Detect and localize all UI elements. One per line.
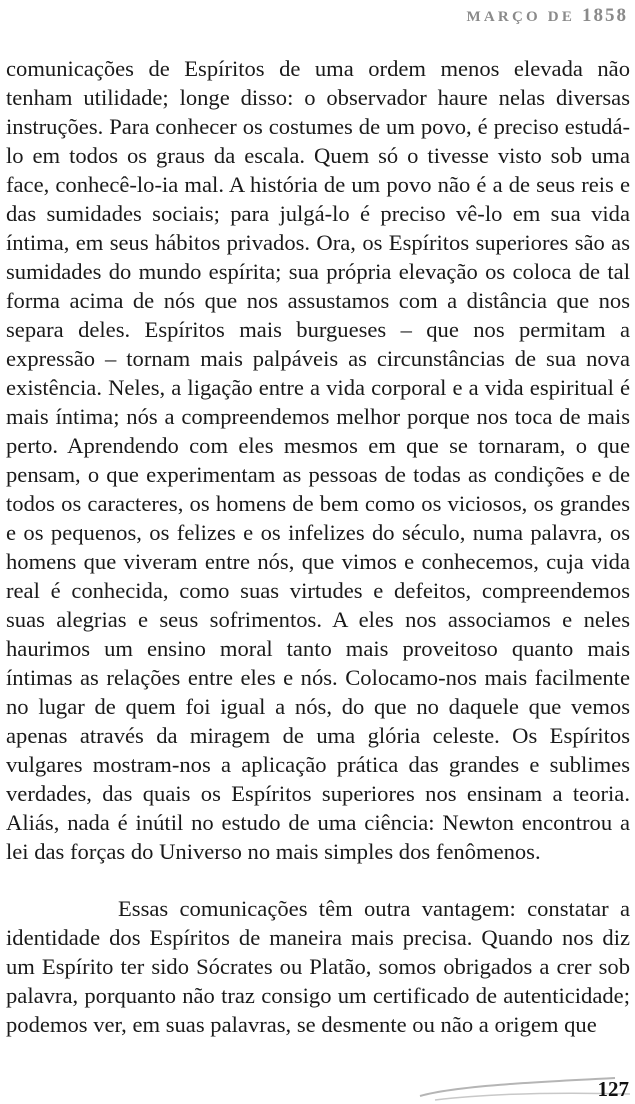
- paragraph-1: comunicações de Espíritos de uma ordem menos elevada não tenham utilidade; longe disso: o observador haure nelas diversas instruções. Para conhecer os costumes de um povo, é preciso estudá-lo em todos os graus da escala. Quem só o tivesse visto sob uma face, conhecê-lo-ia mal. A história de um povo não é a de seus reis e das sumidades sociais; para julgá-lo é preciso vê-lo em sua vida íntima, em seus hábitos privados. Ora, os Espíritos superiores são as sumidades do mundo espírita; sua própria elevação os coloca de tal forma acima de nós que nos assustamos com a distância que nos separa deles. Espíritos mais burgueses – que nos permitam a expressão – tornam mais palpáveis as circunstâncias de sua nova existência. Neles, a ligação entre a vida corporal e a vida espiritual é mais íntima; nós a compreendemos melhor porque nos toca de mais perto. Aprendendo com eles mesmos em que se tornaram, o que pensam, o que experimentam as pessoas de todas as condições e de todos os caracteres, os homens de bem como os viciosos, os grandes e os pequenos, os felizes e os infelizes do século, numa palavra, os homens que viveram entre nós, que vimos e conhecemos, cuja vida real é conhecida, como suas virtudes e defeitos, compreendemos suas alegrias e seus sofrimentos. A eles nos associamos e neles haurimos um ensino moral tanto mais proveitoso quanto mais íntimas as relações entre eles e nós. Colocamo-nos mais facilmente no lugar de quem foi igual a nós, do que no daquele que vemos apenas através da miragem de uma glória celeste. Os Espíritos vulgares mostram-nos a aplicação prática das grandes e sublimes verdades, das quais os Espíritos superiores nos ensinam a teoria. Aliás, nada é inútil no estudo de uma ciência: Newton encontrou a lei das forças do Universo no mais simples dos fenômenos.: [6, 56, 630, 864]
- body-text: [6, 54, 630, 1039]
- paragraph-2: Essas comunicações têm outra vantagem: constatar a identidade dos Espíritos de maneira mais precisa. Quando nos diz um Espírito ter sido Sócrates ou Platão, somos obrigados a crer sob palavra, porquanto não traz consigo um certificado de autenticidade; podemos ver, em suas palavras, se desmente ou não a origem que: [6, 896, 630, 1037]
- running-title: MARÇO DE: [466, 9, 582, 25]
- running-year: 1858: [582, 5, 628, 26]
- page-number: 127: [597, 1077, 629, 1101]
- running-header: [467, 5, 628, 27]
